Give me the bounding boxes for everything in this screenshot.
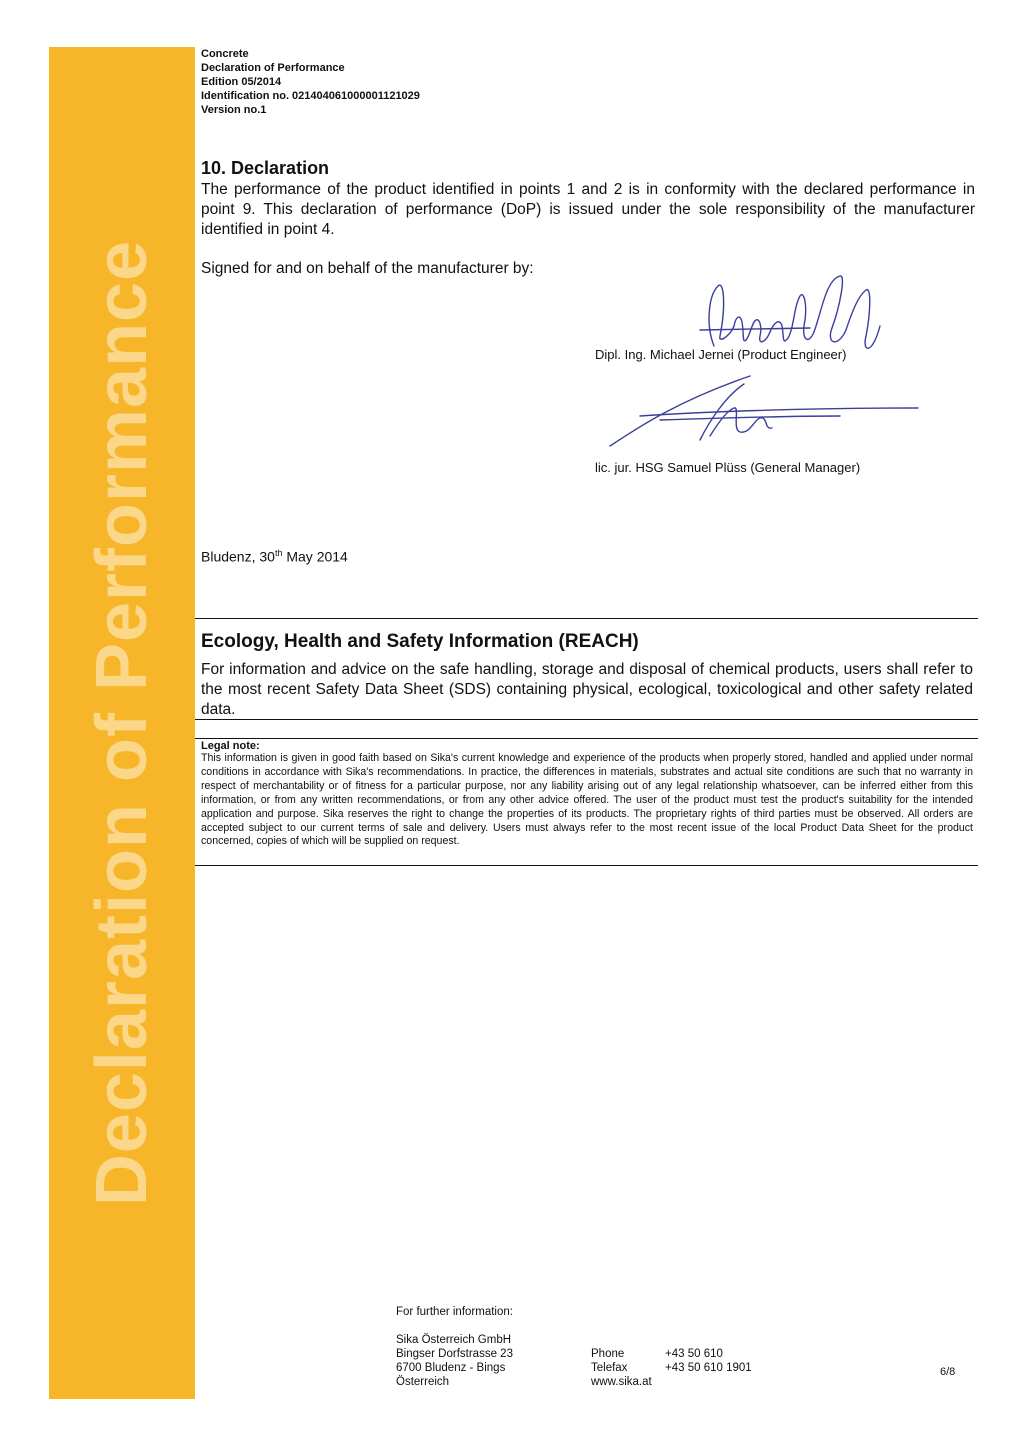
sidebar-banner (49, 47, 195, 1399)
declaration-text: The performance of the product identified in points 1 and 2 is in conformity with the declared performance in point 9. This declaration of performance (DoP) is issued under the sole responsibility of the manufacturer identified in point 4. (201, 181, 975, 238)
header-version: Version no.1 (201, 104, 267, 116)
footer-intro: For further information: (396, 1306, 513, 1318)
phone-label: Phone (591, 1348, 625, 1360)
place-date-prefix: Bludenz, 30 (201, 548, 275, 565)
legal-note-text: This information is given in good faith based on Sika's current knowledge and experience of the products when properly stored, handled and applied under normal conditions in accordance with Sika's recommendations. In practice, the differences in materials, substrates and actual site conditions are such that no warranty in respect of merchantability or of fitness for a particular purpose, nor any liability arising out of any legal relationship whatsoever, can be inferred either from this information, or from any written recommendations, or from any other advice offered. The user of the product must test the product's suitability for the intended application and purpose. Sika reserves the right to change the properties of its products. The proprietary rights of third parties must be observed. All orders are accepted subject to our current terms of sale and delivery. Users must always refer to the most recent issue of the local Product Data Sheet for the product concerned, copies of which will be supplied on request. (201, 752, 973, 848)
date-ordinal-suffix: th (274, 548, 283, 558)
declaration-title: 10. Declaration (201, 158, 330, 178)
place-and-date (201, 548, 348, 565)
fax-label: Telefax (591, 1362, 628, 1374)
sidebar-title: Declaration of Performance (82, 239, 162, 1207)
footer-company: Sika Österreich GmbH (396, 1334, 512, 1346)
phone-number: +43 50 610 (665, 1348, 723, 1360)
divider-top (195, 618, 978, 619)
header-doc-type: Declaration of Performance (201, 62, 345, 74)
document-header (201, 47, 420, 117)
place-date-suffix: May 2014 (282, 548, 348, 565)
footer-address (396, 1333, 513, 1389)
footer-street: Bingser Dorfstrasse 23 (396, 1348, 513, 1360)
signer-2-name: lic. jur. HSG Samuel Plüss (General Manager) (595, 460, 861, 475)
header-product: Concrete (201, 48, 249, 60)
signature-samuel-pluess (600, 370, 920, 460)
reach-text: For information and advice on the safe handling, storage and disposal of chemical products, users shall refer to the most recent Safety Data Sheet (SDS) containing physical, ecological, toxicological and other safety related data. (201, 661, 973, 718)
legal-note-title: Legal note: (201, 740, 260, 752)
divider-legal-bottom (195, 865, 978, 866)
signed-by-label: Signed for and on behalf of the manufacturer by: (201, 260, 534, 277)
footer-contact (591, 1347, 752, 1389)
header-identification: Identification no. 021404061000001121029 (201, 90, 420, 102)
reach-title: Ecology, Health and Safety Information (REACH) (201, 631, 639, 652)
fax-number: +43 50 610 1901 (665, 1362, 752, 1374)
divider-legal-top (195, 738, 978, 739)
divider-reach (195, 719, 978, 720)
website-link[interactable]: www.sika.at (591, 1376, 652, 1388)
page-number: 6/8 (940, 1366, 956, 1378)
header-edition: Edition 05/2014 (201, 76, 282, 88)
signer-1-name: Dipl. Ing. Michael Jernei (Product Engineer) (595, 347, 847, 362)
footer-country: Österreich (396, 1376, 450, 1388)
footer-city: 6700 Bludenz - Bings (396, 1362, 506, 1374)
